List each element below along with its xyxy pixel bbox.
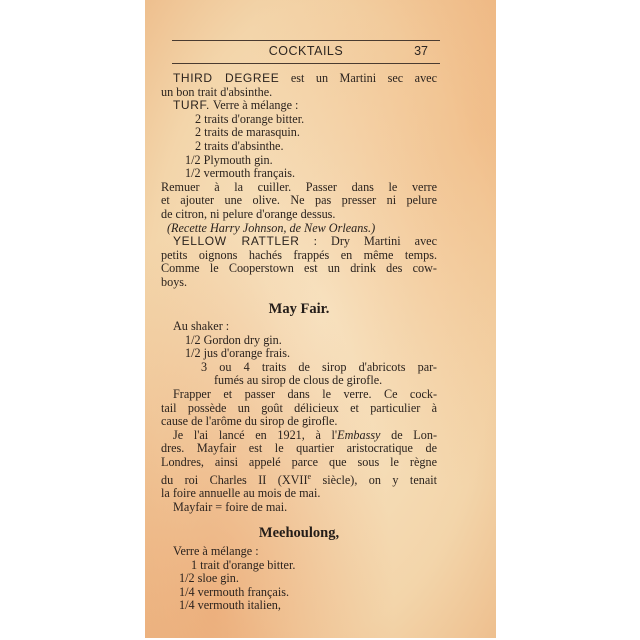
page-number: 37 xyxy=(414,44,428,58)
recipe-name-yellow-rattler: YELLOW RATTLER xyxy=(173,234,300,249)
ingredient: 1/4 vermouth italien, xyxy=(179,598,281,613)
third-degree-line-1: THIRD DEGREE est un Martini sec avec xyxy=(173,71,437,85)
may-fair-para1-line3: cause de l'arôme du sirop de girofle. xyxy=(161,414,338,429)
ingredient: 1/2 jus d'orange frais. xyxy=(185,346,291,361)
ingredient: 1/2 vermouth français. xyxy=(185,166,295,181)
may-fair-para1-line2: tail possède un goût délicieux et particulier à xyxy=(161,400,437,415)
may-fair-para3: Mayfair = foire de mai. xyxy=(173,499,288,514)
ingredient: 1/2 Plymouth gin. xyxy=(185,152,273,167)
ingredient: 1/4 vermouth français. xyxy=(179,584,289,599)
superscript-e: e xyxy=(307,471,312,481)
turf-instruction-1: Remuer à la cuiller. Passer dans le verre xyxy=(161,179,437,194)
running-header xyxy=(172,40,440,64)
recipe-name-turf: TURF. xyxy=(173,98,210,113)
may-fair-para2-line4: du roi Charles II (XVIIe siècle), on y tenait xyxy=(161,471,437,487)
embassy-italic: Embassy xyxy=(337,427,381,442)
yellow-rattler-line-3: Comme le Cooperstown est un drink des cow- xyxy=(161,261,437,276)
ingredient: 2 traits d'orange bitter. xyxy=(195,111,305,126)
meehoulong-intro: Verre à mélange : xyxy=(173,544,259,559)
ingredient: 1/2 Gordon dry gin. xyxy=(185,332,282,347)
third-degree-line-2: un bon trait d'absinthe. xyxy=(161,84,273,99)
may-fair-para1-line1: Frapper et passer dans le verre. Ce cock- xyxy=(173,387,437,402)
turf-credit: (Recette Harry Johnson, de New Orleans.) xyxy=(167,220,376,235)
ingredient: 1/2 sloe gin. xyxy=(179,571,239,586)
book-page xyxy=(145,0,496,638)
recipe-name-third-degree: THIRD DEGREE xyxy=(173,71,280,85)
recipe-heading-may-fair: May Fair. xyxy=(268,300,330,317)
ingredient: 3 ou 4 traits de sirop d'abricots par- xyxy=(201,359,437,374)
turf-instruction-2: et ajouter une olive. Ne pas presser ni pelure xyxy=(161,193,437,208)
may-fair-para2-line2: dres. Mayfair est le quartier aristocratique de xyxy=(161,441,437,456)
may-fair-para2-line1: Je l'ai lancé en 1921, à l'Embassy de Lon- xyxy=(173,427,438,442)
yellow-rattler-line-1: YELLOW RATTLER : Dry Martini avec xyxy=(173,234,437,249)
ingredient-continued: fumés au sirop de clous de girofle. xyxy=(214,373,383,388)
may-fair-para2-line3: Londres, ainsi appelé parce que sous le règne xyxy=(161,455,437,470)
ingredient: 2 traits de marasquin. xyxy=(195,125,300,140)
may-fair-intro: Au shaker : xyxy=(173,319,230,334)
ingredient: 1 trait d'orange bitter. xyxy=(191,557,296,572)
may-fair-para2-line5: la foire annuelle au mois de mai. xyxy=(161,486,321,501)
yellow-rattler-line-2: petits oignons hachés frappés en même temps. xyxy=(161,247,437,262)
yellow-rattler-line-4: boys. xyxy=(161,274,188,289)
turf-instruction-3: de citron, ni pelure d'orange dessus. xyxy=(161,206,336,221)
recipe-heading-meehoulong: Meehoulong, xyxy=(258,525,340,542)
turf-line: TURF. Verre à mélange : xyxy=(173,98,299,113)
ingredient: 2 traits d'absinthe. xyxy=(195,138,284,153)
section-title: COCKTAILS xyxy=(268,44,344,58)
page-body xyxy=(161,72,437,613)
